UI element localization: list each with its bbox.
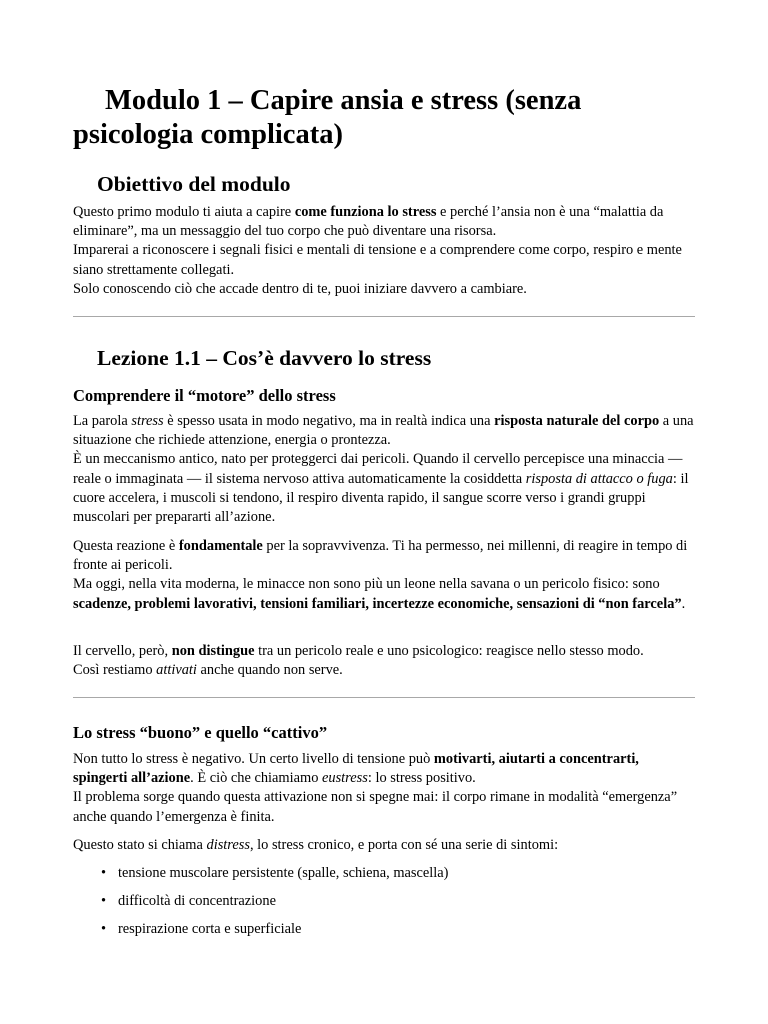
section-divider — [73, 316, 695, 317]
list-item: • respirazione corta e superficiale — [101, 920, 302, 937]
subheading-motor: Comprendere il “motore” dello stress — [73, 386, 336, 405]
subheading-good-bad-stress: Lo stress “buono” e quello “cattivo” — [73, 723, 328, 742]
stress-paragraph-3: Il cervello, però, non distingue tra un pericolo reale e uno psicologico: reagisce nello stesso modo. Così restiamo attivati anche quando non serve. — [73, 643, 644, 679]
eustress-paragraph: Non tutto lo stress è negativo. Un certo livello di tensione può motivarti, aiutarti a concentrarti, spingerti all’azione. È ciò che chiamiamo eustress: lo stress positivo. Il problema sorge quando questa attivazione non si spegne mai: il corpo rimane in modalità “emergenza” anche quando l’emergenza è finita. — [73, 751, 678, 825]
list-item: • tensione muscolare persistente (spalle, schiena, mascella) — [101, 865, 449, 881]
section-divider — [73, 697, 695, 698]
objective-paragraph: Questo primo modulo ti aiuta a capire come funziona lo stress e perché l’ansia non è una “malattia da eliminare”, ma un messaggio del tuo corpo che può diventare una risorsa. Imparerai a riconoscere i segnali fisici e mentali di tensione e a comprendere come corpo, respiro e mente siano strettamente collegati. Solo conoscendo ciò che accade dentro di te, puoi iniziare davvero a cambiare. — [73, 204, 682, 297]
stress-paragraph-2: Questa reazione è fondamentale per la sopravvivenza. Ti ha permesso, nei millenni, di reagire in tempo di fronte ai pericoli. Ma oggi, nella vita moderna, le minacce non sono più un leone nella savana o un pericolo fisico: sono scadenze, problemi lavorativi, tensioni familiari, incertezze economiche, sensazioni di “non farcela”. — [73, 538, 688, 612]
symptom-list — [73, 864, 695, 947]
section-heading-objective: Obiettivo del modulo — [97, 172, 291, 196]
lesson-heading: Lezione 1.1 – Cos’è davvero lo stress — [97, 346, 432, 370]
stress-paragraph-1: La parola stress è spesso usata in modo negativo, ma in realtà indica una risposta naturale del corpo a una situazione che richiede attenzione, energia o prontezza. È un meccanismo antico, nato per proteggerci dai pericoli. Quando il cervello percepisce una minaccia — reale o immaginata — il sistema nervoso attiva automaticamente la cosiddetta risposta di attacco o fuga: il cuore accelera, i muscoli si tendono, il respiro diventa rapido, il sangue scorre verso i grandi gruppi muscolari per prepararti all’azione. — [73, 413, 694, 526]
module-title: Modulo 1 – Capire ansia e stress (senza psicologia complicata) — [73, 85, 582, 150]
bullet-icon: • — [101, 892, 107, 909]
bullet-icon: • — [101, 920, 107, 937]
bullet-icon: • — [101, 865, 107, 881]
distress-paragraph: Questo stato si chiama distress, lo stress cronico, e porta con sé una serie di sintomi: — [73, 837, 559, 853]
list-item: • difficoltà di concentrazione — [101, 892, 276, 909]
